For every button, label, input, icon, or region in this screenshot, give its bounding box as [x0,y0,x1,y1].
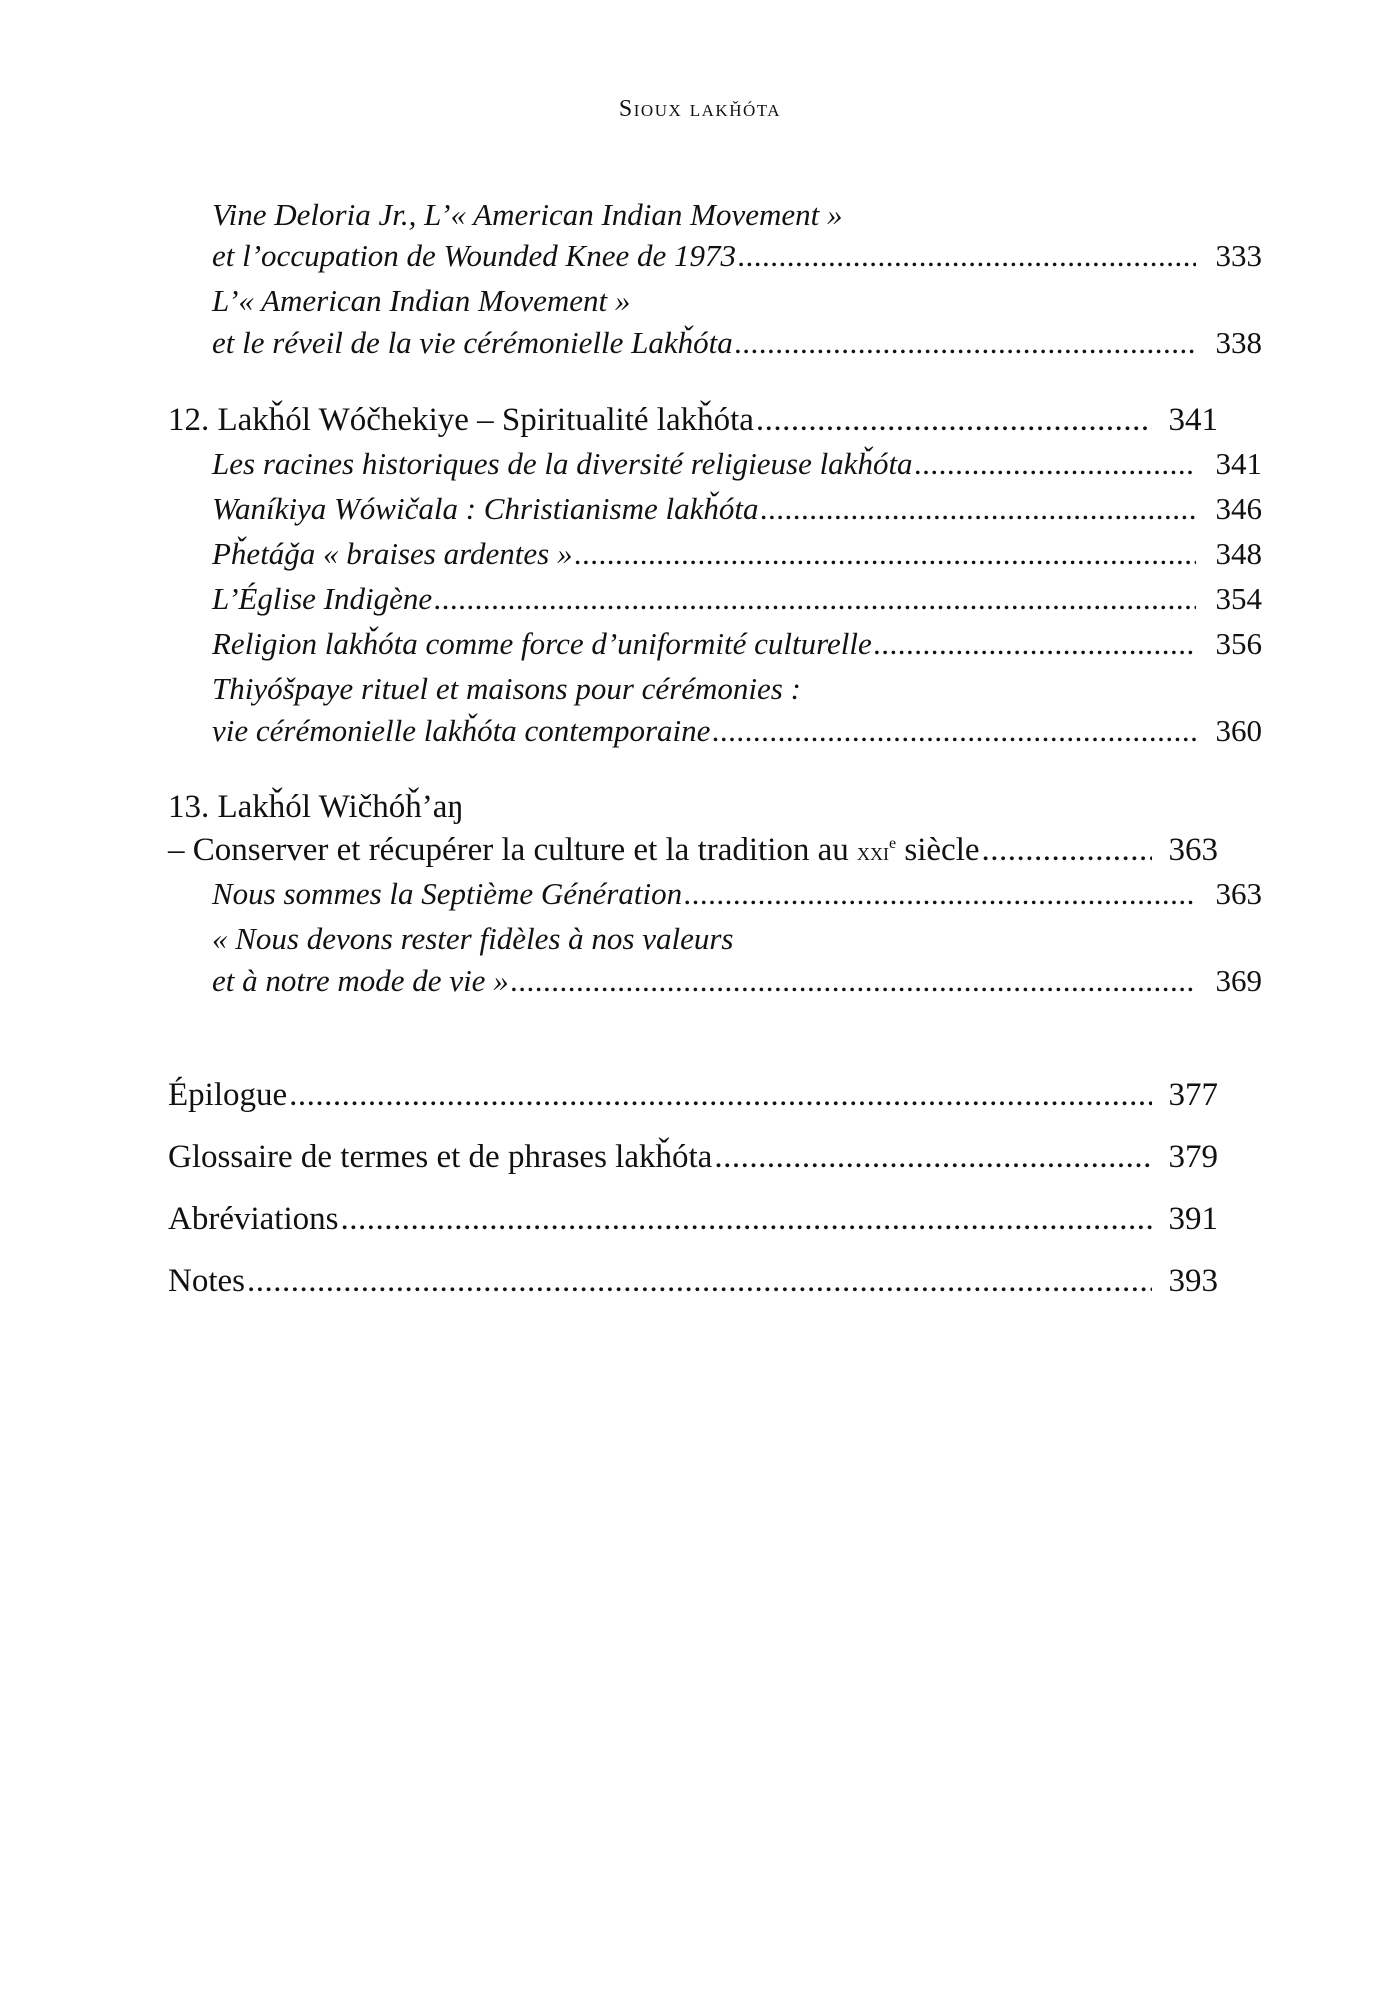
toc-chapter [168,402,1218,442]
toc-back-title: Abréviations [168,1201,339,1237]
toc-entry [168,238,1262,278]
toc-page-number: 363 [1215,876,1262,911]
toc-back-title: Glossaire de termes et de phrases lakȟóta [168,1139,713,1175]
toc-entry-title: Vine Deloria Jr., L’« American Indian Movement » [212,197,843,232]
toc-entry [168,325,1262,365]
toc-entry [168,626,1262,666]
dot-leader [735,325,1196,361]
toc-chapter-title: 13. Lakȟól Wičhóȟ’aŋ [168,789,464,825]
toc-entry-title: « Nous devons rester fidèles à nos valeurs [212,921,734,956]
chapter-subtitle-text: – Conserver et récupérer la culture et la tradition au [168,832,849,868]
toc-page-number: 346 [1215,491,1262,526]
running-head: Sioux lakȟóta [618,96,782,122]
toc-entry [168,581,1262,621]
toc-entry-title: Waníkiya Wówičala : Christianisme lakȟóta [212,491,759,526]
toc-entry [168,921,1262,961]
toc-entry [168,491,1262,531]
dot-leader [874,626,1196,662]
toc-chapter-title-cont [168,832,980,869]
toc-back-matter [168,1201,1218,1241]
dot-leader [756,402,1152,439]
toc-page-number: 348 [1215,536,1262,571]
toc-page-number: 377 [1168,1077,1218,1113]
toc-entry [168,876,1262,916]
toc-entry-title: Pȟetáǧa « braises ardentes » [212,536,573,571]
century-numeral: xxi [857,837,890,866]
dot-leader [511,963,1196,999]
toc-back-matter [168,1077,1218,1117]
toc-entry [168,283,1262,323]
dot-leader [289,1077,1152,1114]
dot-leader [340,1201,1152,1238]
dot-leader [915,446,1196,482]
toc-page-number: 391 [1168,1201,1218,1237]
toc-entry [168,536,1262,576]
toc-page-number: 338 [1215,325,1262,360]
toc-page-number: 341 [1168,402,1218,438]
toc-entry [168,963,1262,1003]
toc-back-matter [168,1263,1218,1303]
toc-page-number: 369 [1215,963,1262,998]
toc-entry-title: Religion lakȟóta comme force d’uniformité culturelle [212,626,872,661]
toc-entry-title: L’« American Indian Movement » [212,283,631,318]
toc-entry-title: et l’occupation de Wounded Knee de 1973 [212,238,737,273]
toc-back-title: Notes [168,1263,245,1299]
toc-entry-title: vie cérémonielle lakȟóta contemporaine [212,713,711,748]
toc-entry-title: et à notre mode de vie » [212,963,509,998]
toc-page-number: 333 [1215,238,1262,273]
dot-leader [982,832,1152,869]
dot-leader [434,581,1196,617]
toc-entry-title: Les racines historiques de la diversité religieuse lakȟóta [212,446,913,481]
toc-page-number: 341 [1215,446,1262,481]
toc-chapter-subtitle [168,832,1218,872]
dot-leader [738,238,1196,274]
dot-leader [684,876,1196,912]
chapter-subtitle-text-end: siècle [904,832,980,868]
toc-page-number: 354 [1215,581,1262,616]
toc-page-number: 363 [1168,832,1218,868]
toc-entry-title: L’Église Indigène [212,581,433,616]
century-superscript: e [889,835,897,852]
toc-entry-title: et le réveil de la vie cérémonielle Lakȟóta [212,325,733,360]
toc-page-number: 379 [1168,1139,1218,1175]
toc-chapter-title: 12. Lakȟól Wóčhekiye – Spiritualité lakȟóta [168,402,754,438]
toc-back-title: Épilogue [168,1077,288,1113]
toc-page-number: 356 [1215,626,1262,661]
toc-back-matter [168,1139,1218,1179]
toc-page-number: 360 [1215,713,1262,748]
toc-entry-title: Nous sommes la Septième Génération [212,876,683,911]
dot-leader [714,1139,1152,1176]
dot-leader [247,1263,1152,1300]
toc-entry [168,197,1262,237]
toc-entry [168,446,1262,486]
dot-leader [760,491,1196,527]
toc-entry-title: Thiyóšpaye rituel et maisons pour cérémonies : [212,671,801,706]
toc-entry [168,671,1262,711]
toc-chapter [168,789,1218,829]
toc-page-number: 393 [1168,1263,1218,1299]
toc-entry [168,713,1262,753]
dot-leader [574,536,1196,572]
dot-leader [712,713,1196,749]
